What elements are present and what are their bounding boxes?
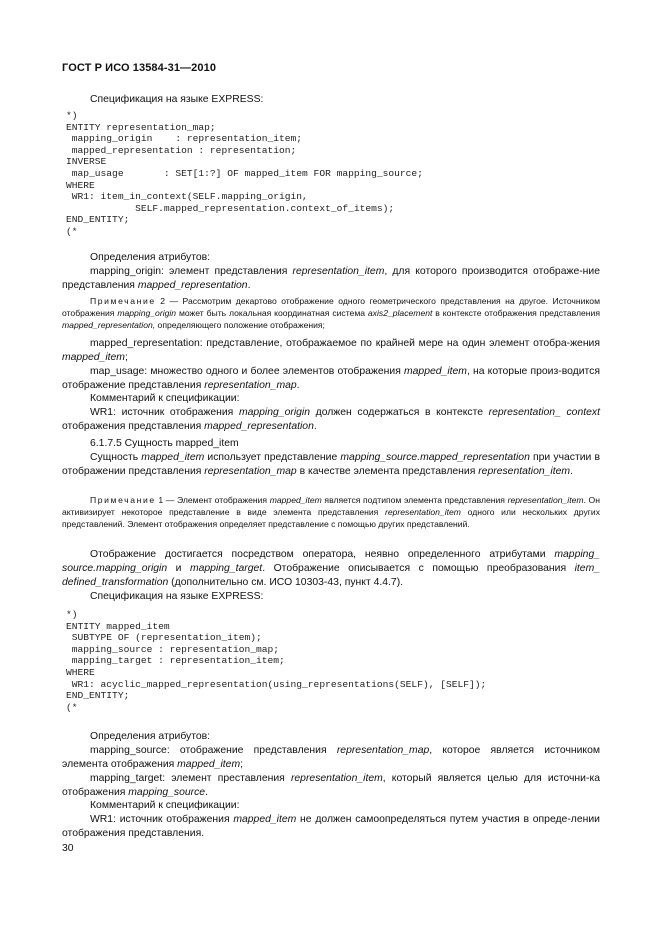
paragraph-mapping-operator: Отображение достигается посредством оператора, неявно определенного атрибутами mapping_ source.mapping_origin и mapping_target. Отображение описывается с помощью преобразования item_ defined_transformation (дополнительно см. ИСО 10303-43, пункт 4.4.7). bbox=[62, 549, 601, 588]
spec-heading-1: Спецификация на языке EXPRESS: bbox=[90, 94, 264, 105]
page-number: 30 bbox=[62, 843, 74, 854]
attributes-heading-1: Определения атрибутов: bbox=[90, 252, 211, 263]
paragraph-mapping-origin: mapping_origin: элемент представления representation_item, для которого производится отображе-ние представления mapped_representation. bbox=[62, 266, 601, 291]
paragraph-mapped-representation: mapped_representation: представление, отображаемое по крайней мере на один элемент отобра-жения mapped_item; bbox=[62, 338, 600, 363]
paragraph-mapped-item-description: Сущность mapped_item использует представление mapping_source.mapped_representation при участии в отображении представления representation_map в качестве элемента представления representation_item. bbox=[62, 452, 601, 477]
note-1: Примечание 1 — Элемент отображения mapped_item является подтипом элемента представления representation_item. Он активизирует некоторое представление в виде элемента представления representation_item одного или нескольких других представлений. Элемент отображения определяет представление с помощью других представлений. bbox=[62, 495, 600, 529]
paragraph-wr1-mapped-item: WR1: источник отображения mapped_item не должен самоопределяться путем участия в опреде-лении отображения представления. bbox=[62, 814, 600, 839]
comment-heading-2: Комментарий к спецификации: bbox=[90, 800, 240, 811]
attributes-heading-2: Определения атрибутов: bbox=[90, 731, 211, 742]
paragraph-mapping-target: mapping_target: элемент преставления representation_item, который является целью для источни-ка отображения mapping_source. bbox=[62, 773, 600, 798]
note-2: Примечание 2 — Рассмотрим декартово отображение одного геометрического представления на другое. Источником отображения mapping_origin может быть локальная координатная система axis2_placement в контексте отображения представления mapped_representation, определяющего положение отображения; bbox=[62, 296, 601, 330]
document-header: ГОСТ Р ИСО 13584-31—2010 bbox=[62, 62, 217, 74]
spec-heading-2: Спецификация на языке EXPRESS: bbox=[90, 591, 264, 602]
section-heading-mapped-item: 6.1.7.5 Сущность mapped_item bbox=[90, 438, 239, 449]
paragraph-wr1-representation-map: WR1: источник отображения mapping_origin должен содержаться в контексте representation_ context отображения представления mapped_representation. bbox=[62, 407, 600, 432]
express-code-mapped-item: *) ENTITY mapped_item SUBTYPE OF (representation_item); mapping_source : representation_map; mapping_target : representation_item; WHERE WR1: acyclic_mapped_representation(using_representations(SELF), [SELF]); END_ENTITY; (* bbox=[66, 609, 487, 713]
paragraph-map-usage: map_usage: множество одного и более элементов отображения mapped_item, на которые произ-водится отображение представления representation_map. bbox=[62, 366, 600, 391]
paragraph-mapping-source: mapping_source: отображение представления representation_map, которое является источником элемента отображения mapped_item; bbox=[62, 745, 600, 770]
comment-heading-1: Комментарий к спецификации: bbox=[90, 393, 240, 404]
express-code-representation-map: *) ENTITY representation_map; mapping_origin : representation_item; mapped_representation : representation; INVERSE map_usage : SET[1:?] OF mapped_item FOR mapping_source; WHERE WR1: item_in_context(SELF.mapping_origin, SELF.mapped_representation.context_of_items); END_ENTITY; (* bbox=[66, 110, 423, 237]
